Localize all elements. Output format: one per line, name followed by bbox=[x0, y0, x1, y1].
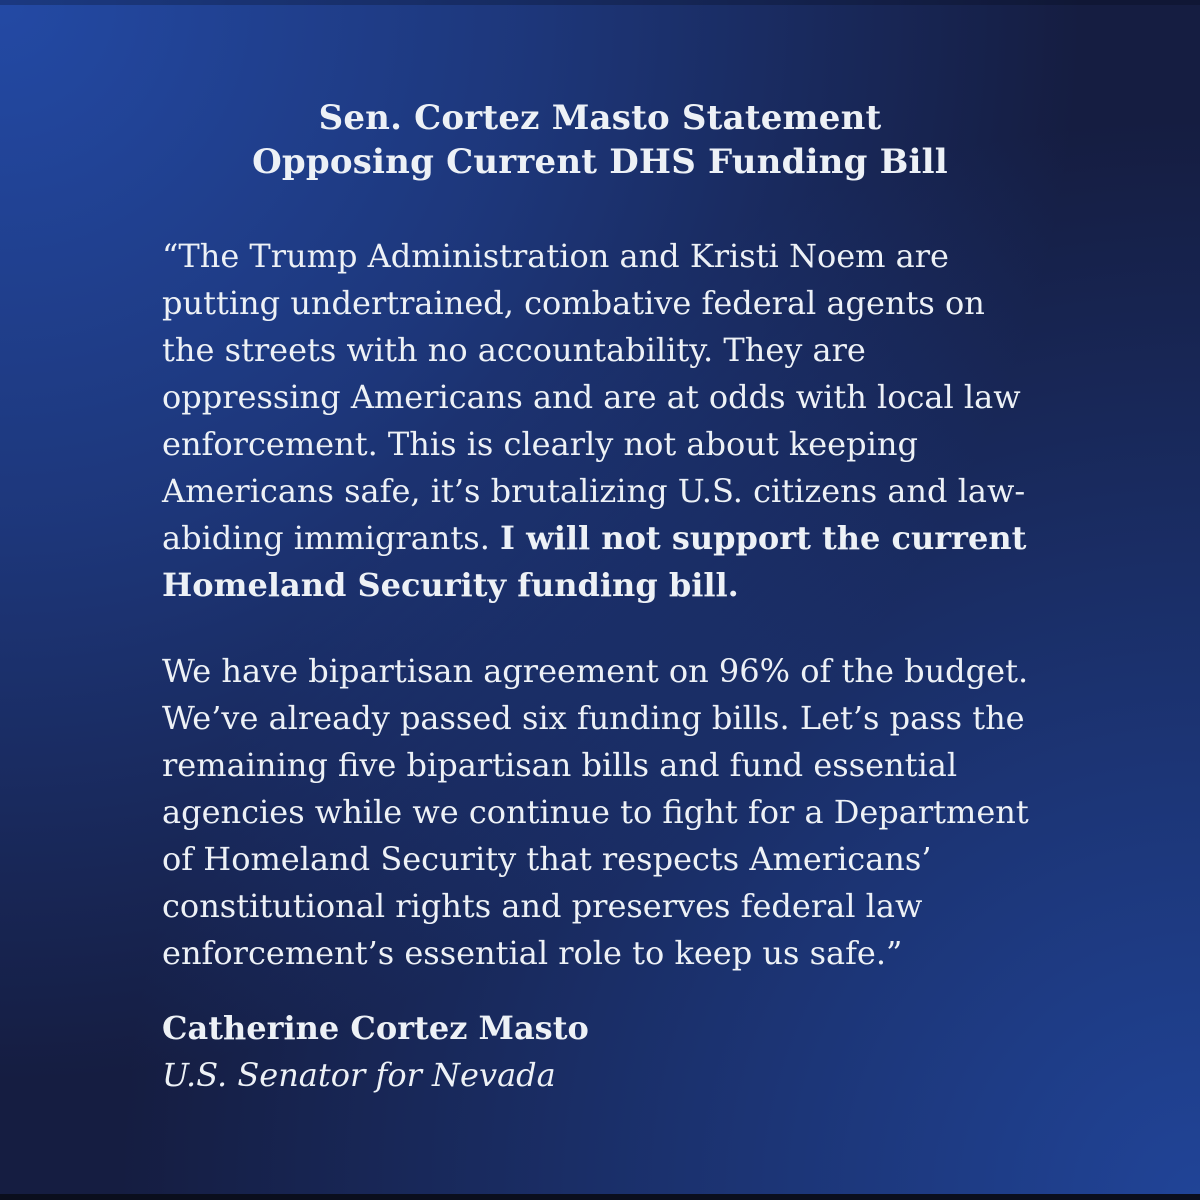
signature-block bbox=[162, 1005, 1044, 1099]
bottom-edge-strip bbox=[0, 1194, 1200, 1200]
statement-paragraph-1-regular: “The Trump Administration and Kristi Noem are putting undertrained, combative federal agents on the streets with no accountability. They are oppressing Americans and are at odds with local law enforcement. This is clearly not about keeping Americans safe, it’s brutalizing U.S. citizens and law-abiding immigrants. bbox=[162, 237, 1026, 557]
statement-paragraph-2: We have bipartisan agreement on 96% of the budget. We’ve already passed six funding bills. Let’s pass the remaining five bipartisan bills and fund essential agencies while we continue to fight for a Department of Homeland Security that respects Americans’ constitutional rights and preserves federal law enforcement’s essential role to keep us safe.” bbox=[162, 652, 1029, 972]
signature-role: U.S. Senator for Nevada bbox=[162, 1056, 556, 1094]
statement-body bbox=[162, 233, 1044, 1099]
statement-title-line2: Opposing Current DHS Funding Bill bbox=[252, 142, 948, 182]
statement-paragraph-1 bbox=[162, 233, 1044, 609]
signature-name: Catherine Cortez Masto bbox=[162, 1009, 589, 1047]
statement-title-line1: Sen. Cortez Masto Statement bbox=[318, 98, 882, 138]
statement-title bbox=[0, 96, 1200, 184]
statement-paragraph-1-bold: I will not support the current Homeland Security funding bill. bbox=[162, 519, 1027, 604]
